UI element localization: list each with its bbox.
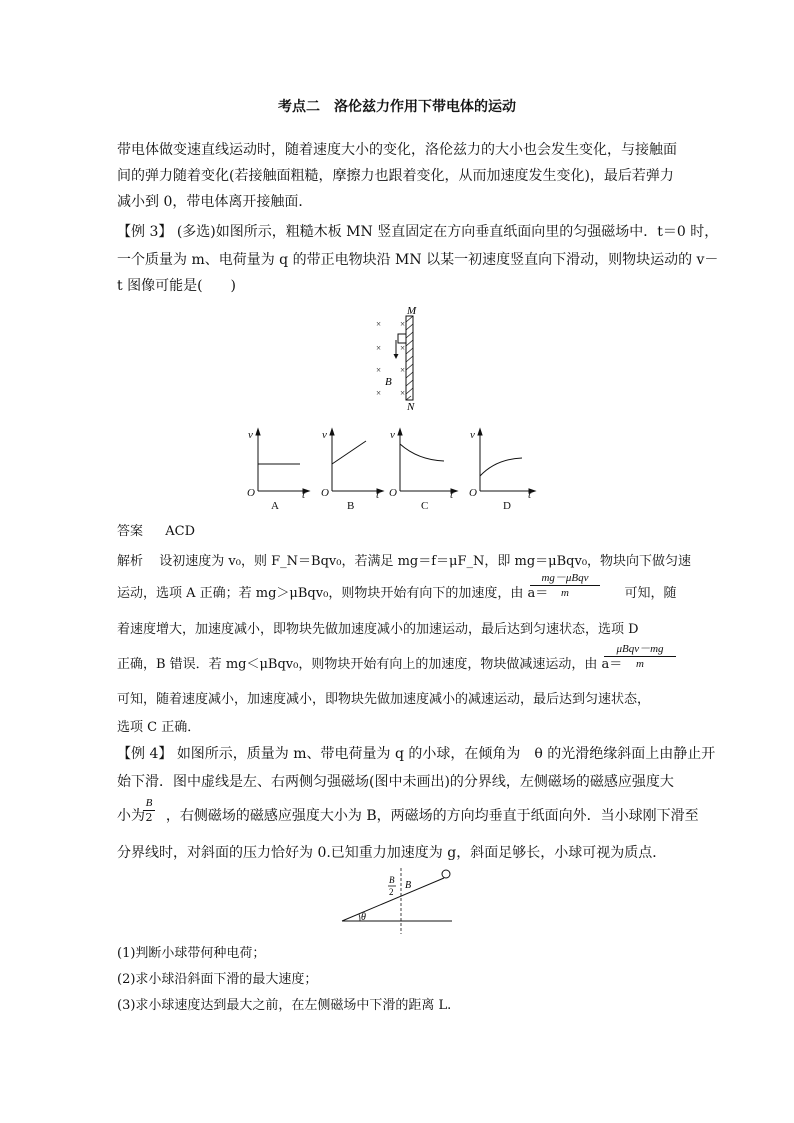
example3-line-3: t 图像可能是( ) [117, 278, 236, 294]
fraction-1: mg－μBqv m [530, 571, 600, 600]
field-cross: × [400, 319, 406, 329]
svg-text:B: B [389, 875, 395, 885]
field-cross: × [376, 388, 382, 398]
svg-text:t: t [450, 489, 454, 501]
question-2: (2)求小球沿斜面下滑的最大速度； [117, 972, 318, 987]
vt-graphs [240, 426, 550, 514]
svg-text:t: t [302, 489, 306, 501]
label-B: B [385, 376, 392, 388]
field-cross: × [400, 343, 406, 353]
field-cross: × [400, 388, 406, 398]
intro-line-2: 间的弹力随着变化(若接触面粗糙，摩擦力也跟着变化，从而加速度发生变化)，最后若弹力 [117, 168, 674, 184]
ball-icon [442, 870, 450, 878]
question-3: (3)求小球速度达到最大之前，在左侧磁场中下滑的距离 L. [117, 998, 452, 1013]
svg-text:O: O [321, 487, 329, 499]
field-cross: × [376, 365, 382, 375]
theta-label: θ [361, 912, 366, 923]
svg-text:2: 2 [389, 887, 394, 897]
incline-figure [338, 866, 458, 936]
svg-text:v: v [322, 429, 327, 441]
svg-text:v: v [248, 429, 253, 441]
example3-label: 【例 3】 [117, 224, 173, 240]
fraction-b-half: $\frac{B}{2}$ [143, 796, 155, 825]
analysis-line-6: 选项 C 正确． [117, 720, 201, 735]
example3-text-1: (多选)如图所示，粗糙木板 MN 竖直固定在方向垂直纸面向里的匀强磁场中．t＝0 时， [176, 224, 719, 240]
analysis-line-4: 正确，B 错误．若 mg＜μBqv₀，则物块开始有向上的加速度，物块做减速运动，由 a＝ [117, 657, 623, 672]
svg-text:v: v [470, 429, 475, 441]
graph-b-curve [332, 441, 366, 464]
field-cross: × [376, 343, 382, 353]
field-cross: × [400, 365, 406, 375]
answer-label: 答案 [117, 524, 144, 539]
svg-text:O: O [247, 487, 255, 499]
field-cross: × [376, 319, 382, 329]
label-M: M [407, 305, 417, 317]
answer-line [117, 522, 195, 542]
analysis-line-5: 可知，随着速度减小，加速度减小，即物块先做加速度减小的减速运动，最后达到匀速状态， [117, 692, 651, 707]
graph-label-c: C [421, 500, 429, 512]
example4-line-2: 始下滑．图中虚线是左、右两侧匀强磁场(图中未画出)的分界线，左侧磁场的磁感应强度大 [117, 774, 674, 790]
intro-line-1: 带电体做变速直线运动时，随着速度大小的变化，洛伦兹力的大小也会发生变化，与接触面 [117, 142, 677, 158]
example4-line-4: 分界线时，对斜面的压力恰好为 0.已知重力加速度为 g，斜面足够长，小球可视为质点． [117, 845, 667, 861]
board-figure [366, 302, 426, 412]
svg-text:t: t [528, 489, 532, 501]
graph-d-curve [480, 458, 522, 476]
analysis-line-3: 着速度增大，加速度减小，即物块先做加速度减小的加速运动，最后达到匀速状态，选项 D [117, 622, 639, 637]
block-icon [398, 334, 406, 343]
example4-line-1: 【例 4】 如图所示，质量为 m、带电荷量为 q 的小球，在倾角为 θ 的光滑绝缘斜面上由静止开 [117, 746, 716, 762]
graph-c-curve [400, 444, 444, 461]
analysis-line-1: 解析 设初速度为 v₀，则 F_N＝Bqv₀，若满足 mg＝f＝μF_N，即 mg＝μBqv₀，物块向下做匀速 [117, 554, 692, 569]
analysis-label: 解析 [117, 554, 144, 569]
label-N: N [407, 401, 415, 412]
graph-label-d: D [503, 500, 511, 512]
section-title: 考点二 洛伦兹力作用下带电体的运动 [278, 99, 516, 115]
intro-line-3: 减小到 0，带电体离开接触面． [117, 194, 313, 210]
graph-label-a: A [271, 500, 279, 512]
svg-text:t: t [376, 489, 380, 501]
fraction-2: μBqv－mg m [604, 642, 676, 671]
svg-text:O: O [389, 487, 397, 499]
graph-label-b: B [347, 500, 355, 512]
svg-text:v: v [390, 429, 395, 441]
example4-line-3: 小为 ，右侧磁场的磁感应强度大小为 B，两磁场的方向均垂直于纸面向外．当小球刚下滑至 [117, 808, 699, 824]
example3-line-1 [117, 222, 718, 242]
question-1: (1)判断小球带何种电荷； [117, 946, 266, 961]
answer-value: ACD [165, 524, 196, 539]
svg-text:B: B [405, 880, 412, 891]
svg-text:O: O [469, 487, 477, 499]
analysis-line-2: 运动，选项 A 正确；若 mg＞μBqv₀，则物块开始有向下的加速度，由 a＝ 可知，随 [117, 586, 677, 601]
example3-line-2: 一个质量为 m、电荷量为 q 的带正电物块沿 MN 以某一初速度竖直向下滑动，则物块运动的 v－ [117, 252, 719, 268]
example4-label: 【例 4】 [117, 746, 173, 762]
